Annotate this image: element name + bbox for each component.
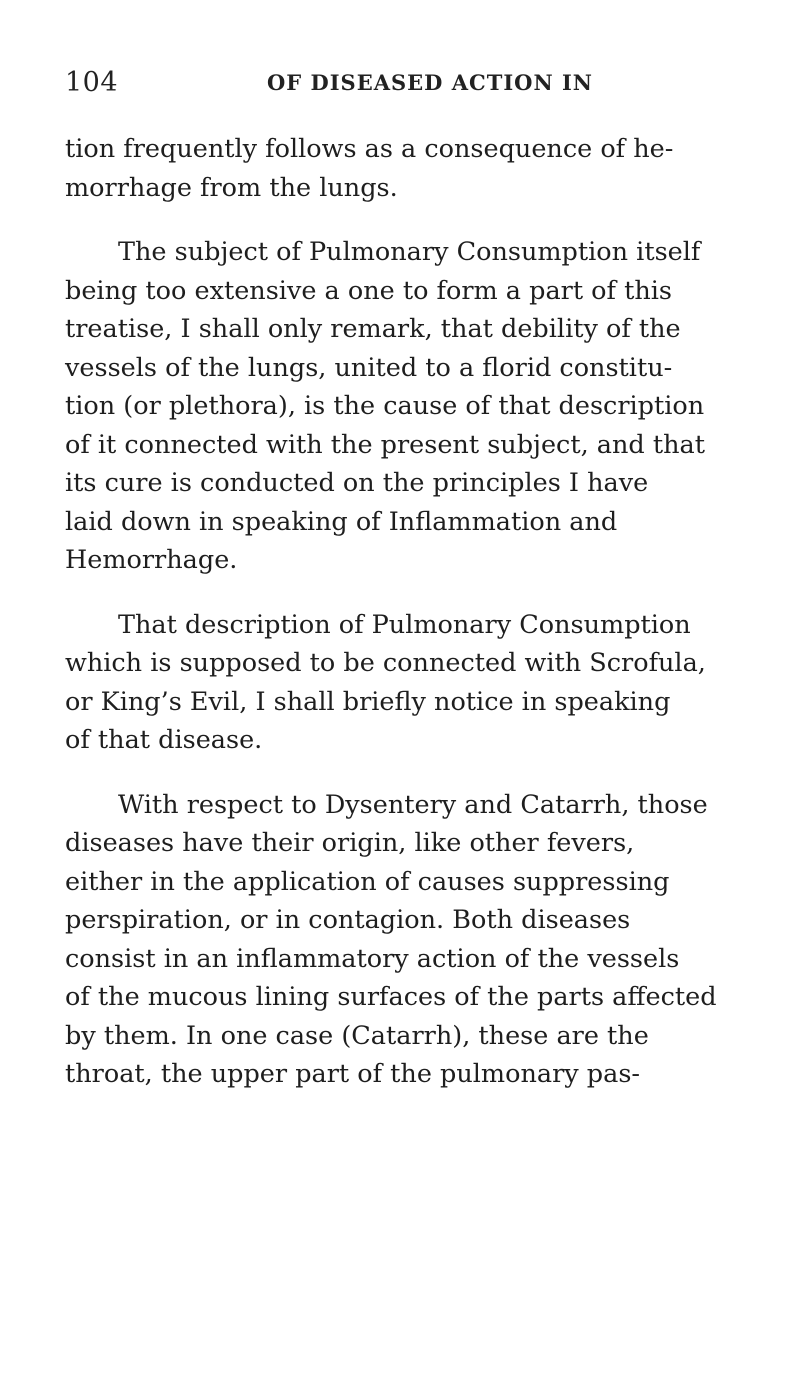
- text-line: perspiration, or in contagion. Both diseases: [65, 905, 631, 935]
- text-line: That description of Pulmonary Consumption: [118, 609, 691, 640]
- text-line: diseases have their origin, like other fevers,: [65, 828, 635, 858]
- text-line: by them. In one case (Catarrh), these are the: [65, 1020, 649, 1051]
- text-line: being too extensive a one to form a part of this: [65, 275, 672, 306]
- page-number: 104: [65, 67, 119, 98]
- running-head: OF DISEASED ACTION IN: [267, 70, 593, 95]
- text-line: either in the application of causes suppressing: [65, 866, 670, 897]
- text-line: morrhage from the lungs.: [65, 172, 398, 203]
- text-line: tion (or plethora), is the cause of that description: [65, 391, 705, 421]
- text-line: treatise, I shall only remark, that debility of the: [65, 314, 681, 344]
- text-line: vessels of the lungs, united to a florid constitu-: [65, 352, 673, 383]
- text-line: or King’s Evil, I shall briefly notice in speaking: [65, 686, 671, 717]
- text-line: Hemorrhage.: [65, 545, 238, 575]
- text-line: which is supposed to be connected with Scrofula,: [65, 648, 706, 678]
- text-line: With respect to Dysentery and Catarrh, those: [118, 789, 708, 820]
- text-line: tion frequently follows as a consequence of he-: [65, 134, 674, 164]
- text-line: its cure is conducted on the principles I have: [65, 468, 649, 498]
- text-line: The subject of Pulmonary Consumption itself: [118, 237, 701, 267]
- page-header: [65, 63, 745, 103]
- text-line: of the mucous lining surfaces of the parts affected: [65, 982, 717, 1012]
- paragraph-2: [65, 233, 770, 580]
- paragraph-3: [65, 606, 770, 760]
- text-line: throat, the upper part of the pulmonary pas-: [65, 1059, 641, 1089]
- text-line: laid down in speaking of Inflammation and: [65, 506, 618, 537]
- text-line: consist in an inflammatory action of the vessels: [65, 943, 680, 974]
- paragraph-1: [65, 130, 770, 207]
- text-line: of that disease.: [65, 725, 263, 755]
- body-text: [65, 130, 770, 1094]
- text-line: of it connected with the present subject, and that: [65, 429, 705, 460]
- paragraph-4: [65, 786, 770, 1094]
